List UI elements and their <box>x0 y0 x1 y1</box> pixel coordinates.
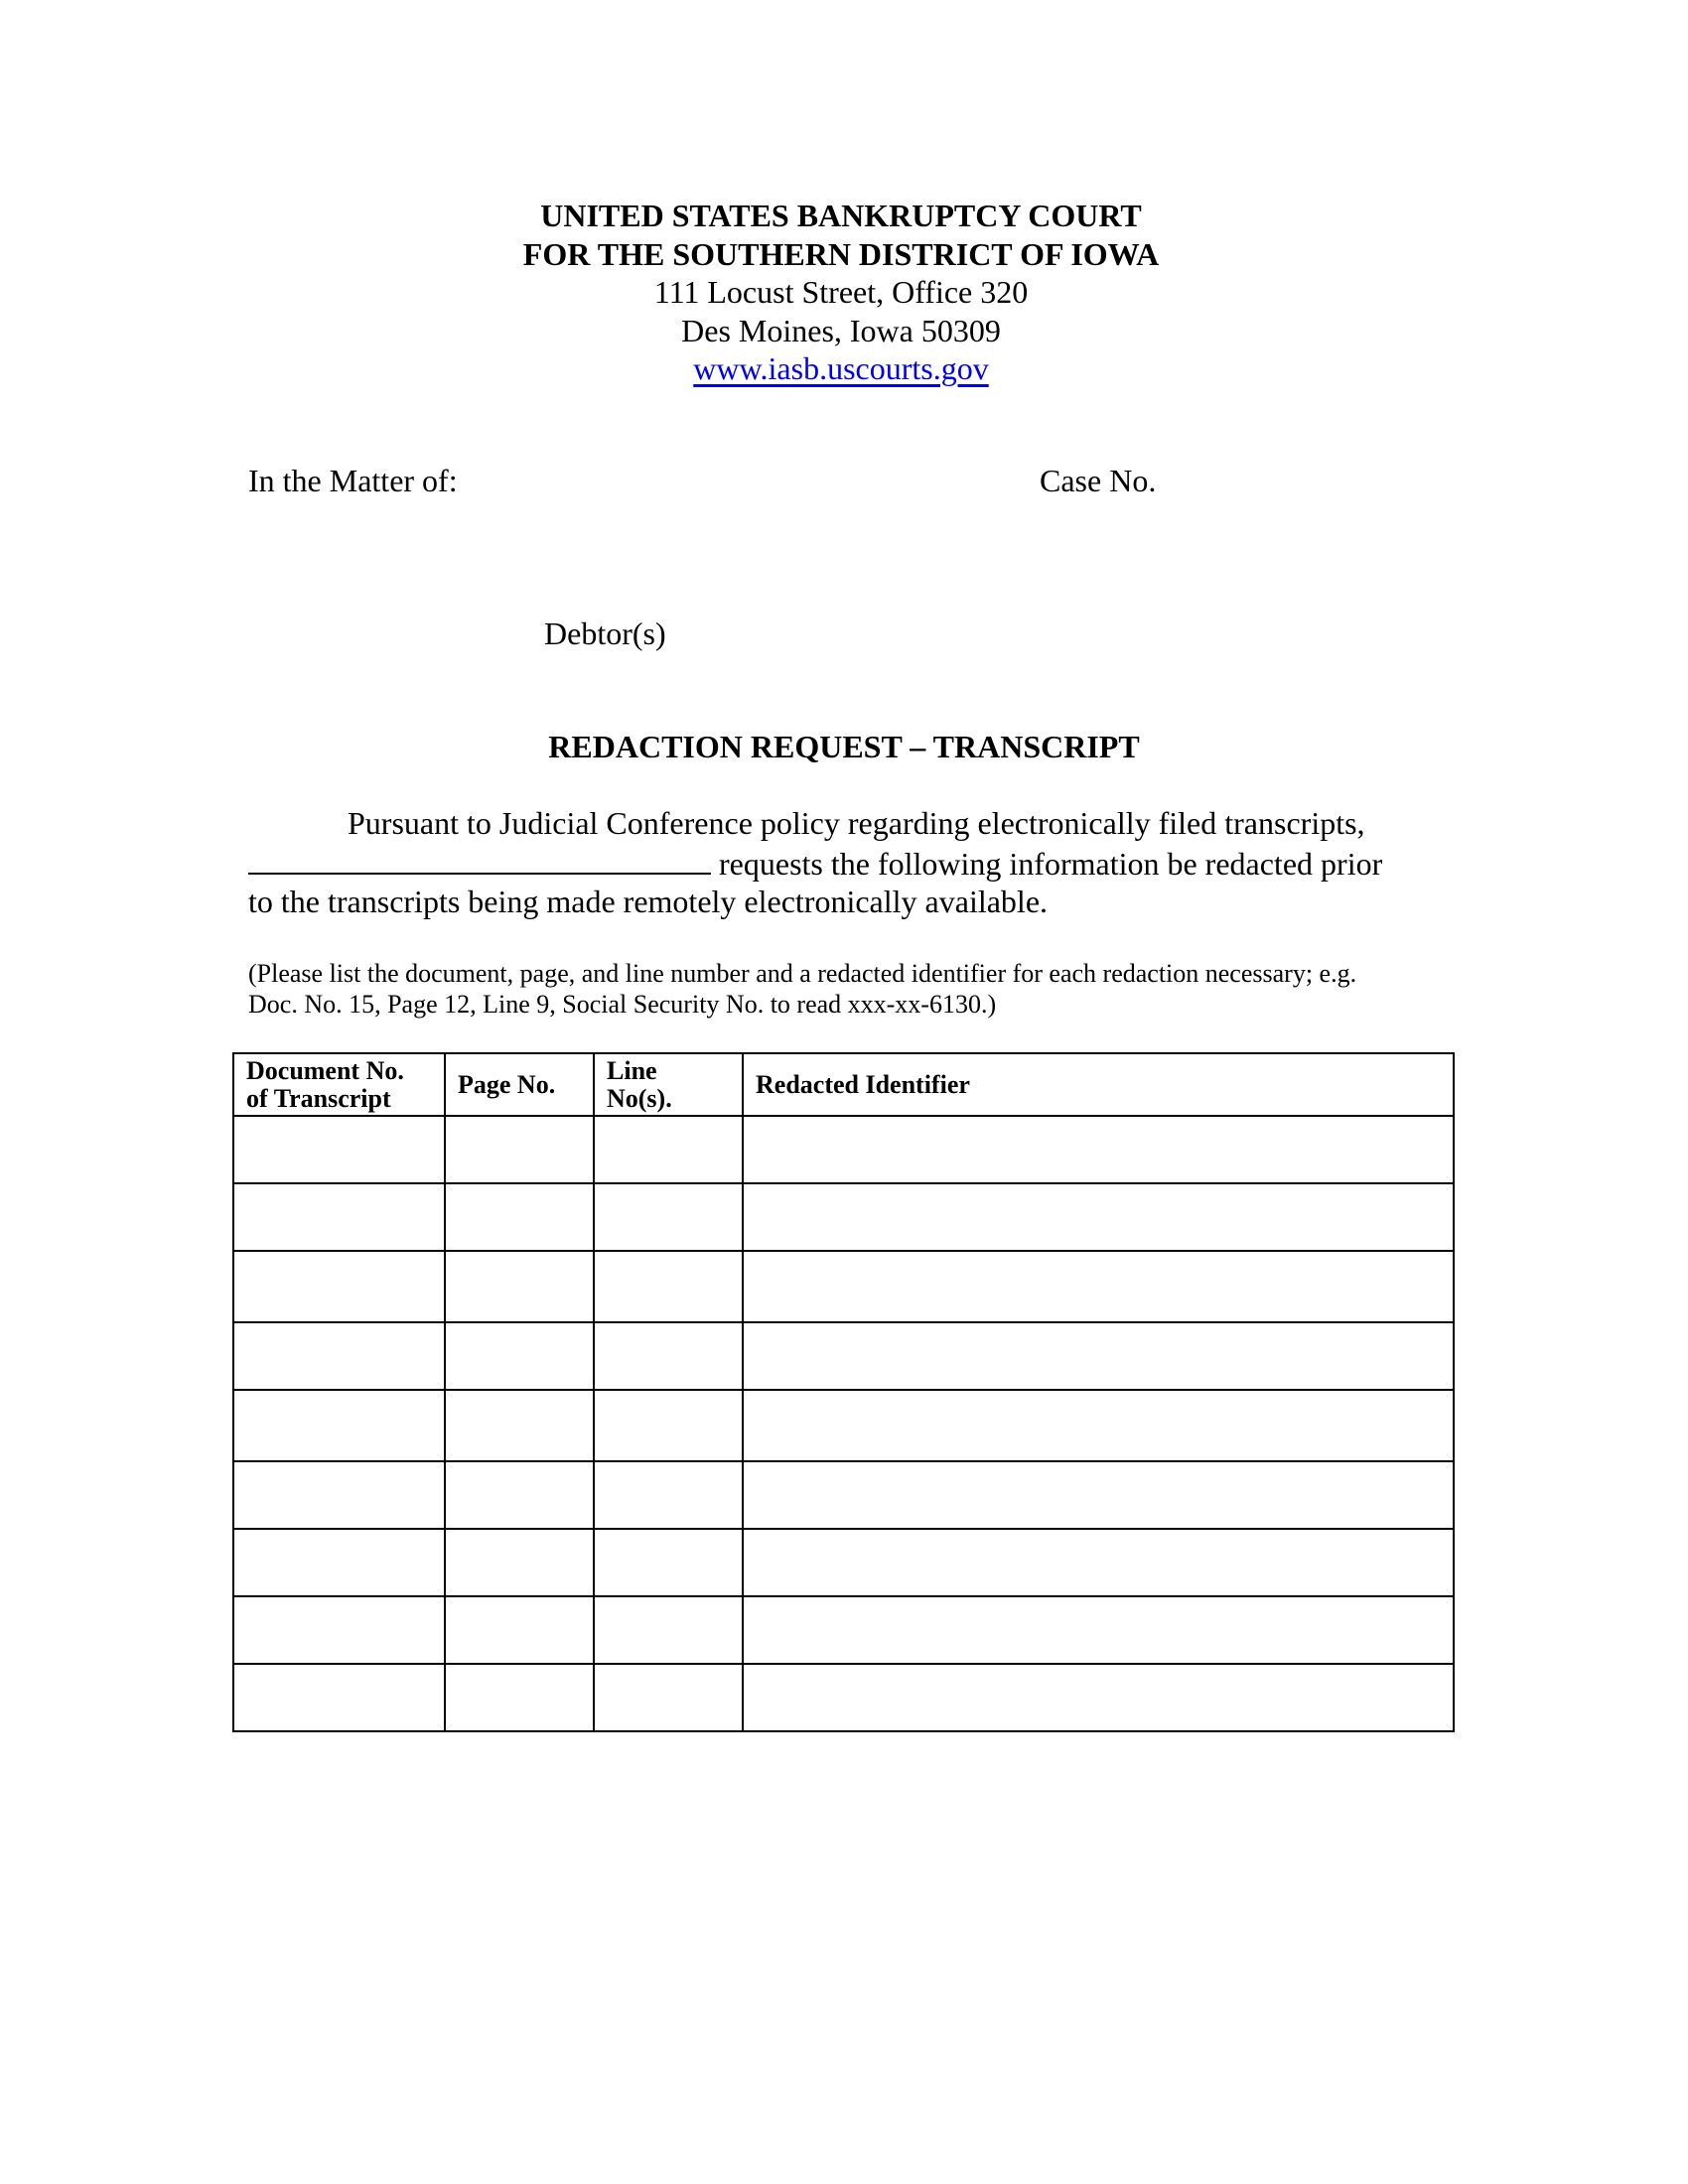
cell-page-no[interactable] <box>445 1251 594 1322</box>
cell-document-no[interactable] <box>233 1390 445 1461</box>
col-line-nos <box>594 1053 743 1116</box>
table-row <box>233 1596 1454 1664</box>
in-the-matter-label: In the Matter of: <box>248 463 458 498</box>
col-line-nos-line2: No(s). <box>607 1083 672 1113</box>
requester-name-blank[interactable] <box>248 843 711 875</box>
paragraph-line1: Pursuant to Judicial Conference policy regarding electronically filed transcripts, <box>348 805 1365 841</box>
cell-document-no[interactable] <box>233 1251 445 1322</box>
col-document-no-line2: of Transcript <box>246 1083 391 1113</box>
table-header-row <box>233 1053 1454 1116</box>
court-district: FOR THE SOUTHERN DISTRICT OF IOWA <box>522 235 1160 272</box>
table-row <box>233 1529 1454 1596</box>
cell-page-no[interactable] <box>445 1116 594 1183</box>
cell-page-no[interactable] <box>445 1596 594 1664</box>
table-row <box>233 1183 1454 1251</box>
paragraph-line2 <box>248 843 1440 884</box>
note-line1: (Please list the document, page, and line number and a redacted identifier for each redaction necessary; e.g. <box>248 959 1357 988</box>
cell-page-no[interactable] <box>445 1664 594 1731</box>
request-paragraph <box>248 804 1440 921</box>
cell-line-nos[interactable] <box>594 1116 743 1183</box>
table-row <box>233 1322 1454 1390</box>
cell-line-nos[interactable] <box>594 1664 743 1731</box>
cell-page-no[interactable] <box>445 1529 594 1596</box>
cell-line-nos[interactable] <box>594 1596 743 1664</box>
paragraph-line3: to the transcripts being made remotely electronically available. <box>248 884 1049 919</box>
table-row <box>233 1116 1454 1183</box>
cell-redacted-identifier[interactable] <box>743 1529 1454 1596</box>
cell-document-no[interactable] <box>233 1183 445 1251</box>
paragraph-line2-text: requests the following information be redacted prior <box>719 845 1383 882</box>
cell-redacted-identifier[interactable] <box>743 1322 1454 1390</box>
cell-redacted-identifier[interactable] <box>743 1461 1454 1529</box>
cell-page-no[interactable] <box>445 1390 594 1461</box>
cell-document-no[interactable] <box>233 1664 445 1731</box>
court-website-link[interactable]: www.iasb.uscourts.gov <box>693 350 989 386</box>
note-line2: Doc. No. 15, Page 12, Line 9, Social Security No. to read xxx-xx-6130.) <box>248 990 997 1019</box>
cell-redacted-identifier[interactable] <box>743 1251 1454 1322</box>
redaction-table <box>232 1052 1455 1732</box>
table-row <box>233 1390 1454 1461</box>
cell-line-nos[interactable] <box>594 1390 743 1461</box>
case-no-label: Case No. <box>1040 463 1157 498</box>
court-website <box>0 349 1688 388</box>
cell-line-nos[interactable] <box>594 1529 743 1596</box>
cell-document-no[interactable] <box>233 1596 445 1664</box>
cell-redacted-identifier[interactable] <box>743 1183 1454 1251</box>
cell-document-no[interactable] <box>233 1529 445 1596</box>
form-title: REDACTION REQUEST – TRANSCRIPT <box>548 729 1140 764</box>
court-header <box>0 197 1688 388</box>
cell-page-no[interactable] <box>445 1183 594 1251</box>
cell-line-nos[interactable] <box>594 1183 743 1251</box>
cell-line-nos[interactable] <box>594 1251 743 1322</box>
cell-redacted-identifier[interactable] <box>743 1116 1454 1183</box>
cell-document-no[interactable] <box>233 1116 445 1183</box>
col-document-no <box>233 1053 445 1116</box>
cell-line-nos[interactable] <box>594 1322 743 1390</box>
cell-document-no[interactable] <box>233 1461 445 1529</box>
col-page-no: Page No. <box>445 1053 594 1116</box>
instruction-note <box>248 958 1440 1020</box>
cell-redacted-identifier[interactable] <box>743 1596 1454 1664</box>
table-row <box>233 1664 1454 1731</box>
court-name: UNITED STATES BANKRUPTCY COURT <box>540 198 1142 233</box>
cell-page-no[interactable] <box>445 1461 594 1529</box>
court-address-line2: Des Moines, Iowa 50309 <box>681 312 1001 348</box>
table-row <box>233 1461 1454 1529</box>
debtor-label: Debtor(s) <box>544 615 666 651</box>
col-line-nos-line1: Line <box>607 1055 657 1085</box>
col-document-no-line1: Document No. <box>246 1055 404 1085</box>
col-redacted-identifier: Redacted Identifier <box>743 1053 1454 1116</box>
table-row <box>233 1251 1454 1322</box>
court-address-line1: 111 Locust Street, Office 320 <box>653 274 1029 310</box>
cell-page-no[interactable] <box>445 1322 594 1390</box>
cell-document-no[interactable] <box>233 1322 445 1390</box>
cell-line-nos[interactable] <box>594 1461 743 1529</box>
cell-redacted-identifier[interactable] <box>743 1390 1454 1461</box>
cell-redacted-identifier[interactable] <box>743 1664 1454 1731</box>
